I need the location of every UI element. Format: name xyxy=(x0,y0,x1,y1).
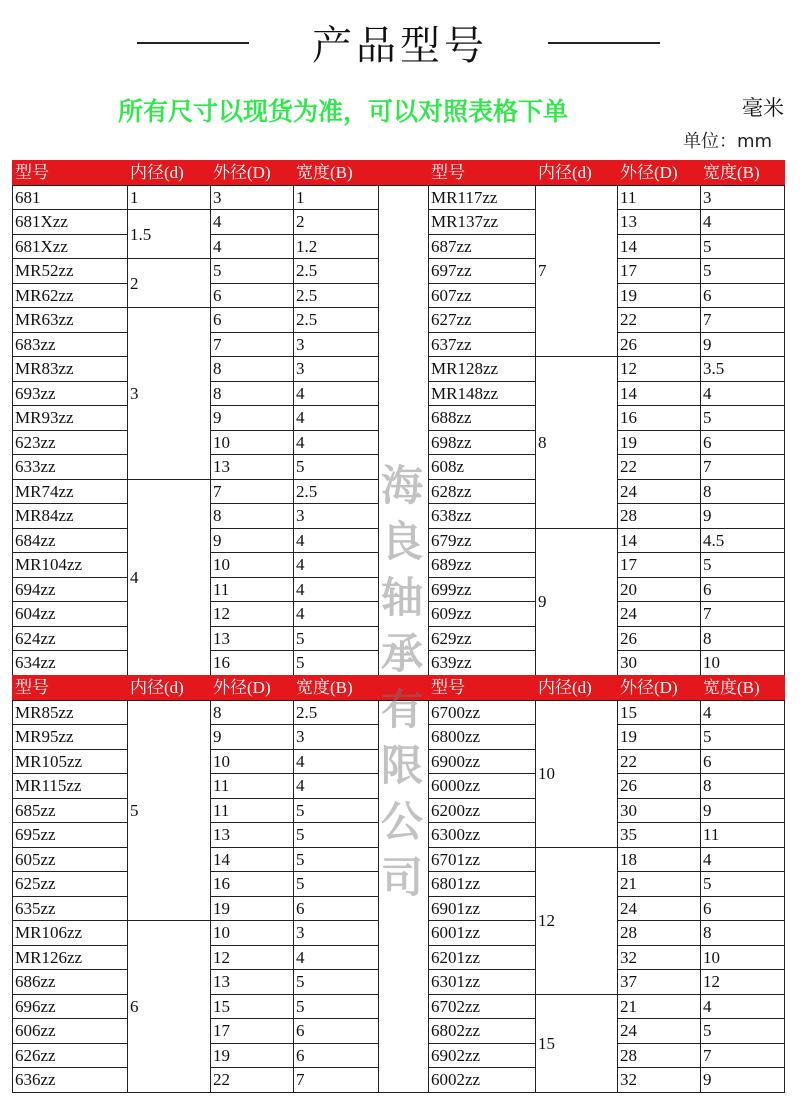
header-outer-diameter: 外径(D) xyxy=(618,676,701,701)
width-cell: 5 xyxy=(294,798,379,823)
width-cell: 4 xyxy=(701,847,785,872)
outer-diameter-cell: 30 xyxy=(618,798,701,823)
model-cell: 698zz xyxy=(429,430,536,455)
width-cell: 9 xyxy=(701,332,785,357)
width-cell: 7 xyxy=(294,1068,379,1093)
model-cell: MR83zz xyxy=(13,357,128,382)
width-cell: 4 xyxy=(701,381,785,406)
width-cell: 4 xyxy=(294,749,379,774)
model-cell: 681Xzz xyxy=(13,234,128,259)
header-outer-diameter: 外径(D) xyxy=(618,161,701,186)
header-outer-diameter: 外径(D) xyxy=(211,676,294,701)
outer-diameter-cell: 22 xyxy=(618,308,701,333)
width-cell: 2.5 xyxy=(294,283,379,308)
outer-diameter-cell: 18 xyxy=(618,847,701,872)
width-cell: 3 xyxy=(294,504,379,529)
header-row xyxy=(13,161,785,186)
model-cell: 697zz xyxy=(429,259,536,284)
model-cell: MR63zz xyxy=(13,308,128,333)
outer-diameter-cell: 14 xyxy=(618,381,701,406)
model-cell: 6001zz xyxy=(429,921,536,946)
model-cell: 686zz xyxy=(13,970,128,995)
width-cell: 6 xyxy=(294,1019,379,1044)
outer-diameter-cell: 10 xyxy=(211,553,294,578)
width-cell: 5 xyxy=(701,259,785,284)
outer-diameter-cell: 14 xyxy=(618,528,701,553)
width-cell: 5 xyxy=(701,234,785,259)
model-cell: 624zz xyxy=(13,626,128,651)
outer-diameter-cell: 37 xyxy=(618,970,701,995)
inner-diameter-cell: 9 xyxy=(536,528,618,675)
model-cell: MR126zz xyxy=(13,945,128,970)
outer-diameter-cell: 16 xyxy=(211,651,294,676)
inner-diameter-cell: 10 xyxy=(536,700,618,847)
width-cell: 4 xyxy=(701,994,785,1019)
width-cell: 5 xyxy=(294,651,379,676)
outer-diameter-cell: 19 xyxy=(618,430,701,455)
outer-diameter-cell: 7 xyxy=(211,332,294,357)
width-cell: 10 xyxy=(701,651,785,676)
width-cell: 8 xyxy=(701,774,785,799)
outer-diameter-cell: 26 xyxy=(618,774,701,799)
width-cell: 4 xyxy=(294,945,379,970)
model-cell: 679zz xyxy=(429,528,536,553)
width-cell: 5 xyxy=(294,847,379,872)
model-cell: MR128zz xyxy=(429,357,536,382)
model-cell: 628zz xyxy=(429,479,536,504)
width-cell: 1.2 xyxy=(294,234,379,259)
width-cell: 6 xyxy=(294,896,379,921)
model-cell: 608z xyxy=(429,455,536,480)
width-cell: 4 xyxy=(294,602,379,627)
outer-diameter-cell: 4 xyxy=(211,210,294,235)
width-cell: 6 xyxy=(701,749,785,774)
model-cell: 689zz xyxy=(429,553,536,578)
outer-diameter-cell: 21 xyxy=(618,994,701,1019)
outer-diameter-cell: 12 xyxy=(618,357,701,382)
model-cell: 627zz xyxy=(429,308,536,333)
outer-diameter-cell: 15 xyxy=(211,994,294,1019)
model-cell: 6702zz xyxy=(429,994,536,1019)
outer-diameter-cell: 14 xyxy=(211,847,294,872)
model-cell: 6900zz xyxy=(429,749,536,774)
model-cell: 6901zz xyxy=(429,896,536,921)
model-cell: 635zz xyxy=(13,896,128,921)
outer-diameter-cell: 6 xyxy=(211,308,294,333)
width-cell: 7 xyxy=(701,455,785,480)
outer-diameter-cell: 10 xyxy=(211,749,294,774)
width-cell: 8 xyxy=(701,921,785,946)
width-cell: 11 xyxy=(701,823,785,848)
width-cell: 5 xyxy=(701,725,785,750)
model-cell: MR137zz xyxy=(429,210,536,235)
outer-diameter-cell: 13 xyxy=(618,210,701,235)
width-cell: 5 xyxy=(294,823,379,848)
width-cell: 9 xyxy=(701,1068,785,1093)
model-cell: 6902zz xyxy=(429,1043,536,1068)
width-cell: 5 xyxy=(701,406,785,431)
model-cell: 6801zz xyxy=(429,872,536,897)
outer-diameter-cell: 17 xyxy=(618,259,701,284)
outer-diameter-cell: 8 xyxy=(211,504,294,529)
model-cell: 696zz xyxy=(13,994,128,1019)
outer-diameter-cell: 15 xyxy=(618,700,701,725)
model-cell: 6300zz xyxy=(429,823,536,848)
width-cell: 3.5 xyxy=(701,357,785,382)
model-cell: 638zz xyxy=(429,504,536,529)
model-cell: 683zz xyxy=(13,332,128,357)
model-cell: 623zz xyxy=(13,430,128,455)
width-cell: 5 xyxy=(701,1019,785,1044)
outer-diameter-cell: 24 xyxy=(618,1019,701,1044)
header-model: 型号 xyxy=(429,161,536,186)
outer-diameter-cell: 9 xyxy=(211,406,294,431)
outer-diameter-cell: 6 xyxy=(211,283,294,308)
outer-diameter-cell: 13 xyxy=(211,823,294,848)
width-cell: 8 xyxy=(701,626,785,651)
outer-diameter-cell: 20 xyxy=(618,577,701,602)
outer-diameter-cell: 26 xyxy=(618,332,701,357)
model-cell: 605zz xyxy=(13,847,128,872)
width-cell: 4 xyxy=(294,774,379,799)
outer-diameter-cell: 24 xyxy=(618,896,701,921)
header-inner-diameter: 内径(d) xyxy=(536,161,618,186)
model-cell: MR85zz xyxy=(13,700,128,725)
model-cell: MR148zz xyxy=(429,381,536,406)
inner-diameter-cell: 6 xyxy=(128,921,211,1093)
outer-diameter-cell: 8 xyxy=(211,357,294,382)
inner-diameter-cell: 1 xyxy=(128,185,211,210)
model-cell: 6000zz xyxy=(429,774,536,799)
width-cell: 12 xyxy=(701,970,785,995)
inner-diameter-cell: 15 xyxy=(536,994,618,1092)
outer-diameter-cell: 22 xyxy=(618,749,701,774)
outer-diameter-cell: 16 xyxy=(211,872,294,897)
width-cell: 7 xyxy=(701,602,785,627)
header-width: 宽度(B) xyxy=(701,676,785,701)
outer-diameter-cell: 28 xyxy=(618,921,701,946)
width-cell: 8 xyxy=(701,479,785,504)
width-cell: 4 xyxy=(294,430,379,455)
outer-diameter-cell: 19 xyxy=(618,725,701,750)
width-cell: 6 xyxy=(701,896,785,921)
watermark: 海良轴承有限公司 xyxy=(380,461,423,902)
outer-diameter-cell: 13 xyxy=(211,455,294,480)
outer-diameter-cell: 10 xyxy=(211,430,294,455)
header-width: 宽度(B) xyxy=(701,161,785,186)
width-cell: 4.5 xyxy=(701,528,785,553)
model-cell: MR84zz xyxy=(13,504,128,529)
inner-diameter-cell: 8 xyxy=(536,357,618,529)
page-title: 产品型号 xyxy=(312,23,488,69)
outer-diameter-cell: 10 xyxy=(211,921,294,946)
model-cell: 6002zz xyxy=(429,1068,536,1093)
width-cell: 4 xyxy=(701,210,785,235)
model-cell: 639zz xyxy=(429,651,536,676)
outer-diameter-cell: 11 xyxy=(211,577,294,602)
outer-diameter-cell: 24 xyxy=(618,602,701,627)
model-cell: 681 xyxy=(13,185,128,210)
model-cell: 633zz xyxy=(13,455,128,480)
width-cell: 3 xyxy=(701,185,785,210)
outer-diameter-cell: 12 xyxy=(211,945,294,970)
model-cell: 606zz xyxy=(13,1019,128,1044)
header-inner-diameter: 内径(d) xyxy=(128,161,211,186)
outer-diameter-cell: 26 xyxy=(618,626,701,651)
outer-diameter-cell: 11 xyxy=(211,774,294,799)
outer-diameter-cell: 21 xyxy=(618,872,701,897)
model-cell: MR62zz xyxy=(13,283,128,308)
model-cell: MR95zz xyxy=(13,725,128,750)
model-cell: 6701zz xyxy=(429,847,536,872)
outer-diameter-cell: 32 xyxy=(618,1068,701,1093)
model-cell: 6301zz xyxy=(429,970,536,995)
inner-diameter-cell: 1.5 xyxy=(128,210,211,259)
header-model: 型号 xyxy=(429,676,536,701)
outer-diameter-cell: 16 xyxy=(618,406,701,431)
table-row xyxy=(13,185,785,210)
inner-diameter-cell: 2 xyxy=(128,259,211,308)
model-cell: 681Xzz xyxy=(13,210,128,235)
width-cell: 2.5 xyxy=(294,259,379,284)
outer-diameter-cell: 17 xyxy=(211,1019,294,1044)
model-cell: 636zz xyxy=(13,1068,128,1093)
outer-diameter-cell: 28 xyxy=(618,504,701,529)
width-cell: 7 xyxy=(701,1043,785,1068)
model-cell: 629zz xyxy=(429,626,536,651)
outer-diameter-cell: 14 xyxy=(618,234,701,259)
width-cell: 3 xyxy=(294,921,379,946)
model-cell: 684zz xyxy=(13,528,128,553)
outer-diameter-cell: 22 xyxy=(618,455,701,480)
model-cell: 6802zz xyxy=(429,1019,536,1044)
width-cell: 5 xyxy=(294,970,379,995)
model-cell: 634zz xyxy=(13,651,128,676)
outer-diameter-cell: 32 xyxy=(618,945,701,970)
width-cell: 3 xyxy=(294,725,379,750)
header-inner-diameter: 内径(d) xyxy=(536,676,618,701)
model-cell: 6700zz xyxy=(429,700,536,725)
outer-diameter-cell: 11 xyxy=(618,185,701,210)
model-cell: 694zz xyxy=(13,577,128,602)
outer-diameter-cell: 24 xyxy=(618,479,701,504)
outer-diameter-cell: 13 xyxy=(211,626,294,651)
outer-diameter-cell: 12 xyxy=(211,602,294,627)
outer-diameter-cell: 30 xyxy=(618,651,701,676)
outer-diameter-cell: 8 xyxy=(211,381,294,406)
model-cell: 693zz xyxy=(13,381,128,406)
width-cell: 6 xyxy=(701,283,785,308)
width-cell: 5 xyxy=(294,626,379,651)
outer-diameter-cell: 3 xyxy=(211,185,294,210)
width-cell: 9 xyxy=(701,798,785,823)
width-cell: 10 xyxy=(701,945,785,970)
model-cell: 687zz xyxy=(429,234,536,259)
width-cell: 5 xyxy=(294,455,379,480)
outer-diameter-cell: 22 xyxy=(211,1068,294,1093)
model-cell: 637zz xyxy=(429,332,536,357)
model-cell: MR52zz xyxy=(13,259,128,284)
width-cell: 5 xyxy=(701,553,785,578)
header-outer-diameter: 外径(D) xyxy=(211,161,294,186)
unit-label: 单位：mm xyxy=(683,131,773,152)
width-cell: 2.5 xyxy=(294,479,379,504)
inner-diameter-cell: 5 xyxy=(128,700,211,921)
model-cell: 609zz xyxy=(429,602,536,627)
width-cell: 3 xyxy=(294,357,379,382)
width-cell: 2.5 xyxy=(294,308,379,333)
width-cell: 5 xyxy=(701,872,785,897)
width-cell: 4 xyxy=(701,700,785,725)
width-cell: 4 xyxy=(294,577,379,602)
width-cell: 5 xyxy=(294,872,379,897)
width-cell: 6 xyxy=(701,577,785,602)
width-cell: 3 xyxy=(294,332,379,357)
outer-diameter-cell: 19 xyxy=(211,896,294,921)
model-cell: 695zz xyxy=(13,823,128,848)
width-cell: 6 xyxy=(294,1043,379,1068)
width-cell: 6 xyxy=(701,430,785,455)
inner-diameter-cell: 4 xyxy=(128,479,211,675)
outer-diameter-cell: 5 xyxy=(211,259,294,284)
model-cell: 604zz xyxy=(13,602,128,627)
header-inner-diameter: 内径(d) xyxy=(128,676,211,701)
model-cell: MR115zz xyxy=(13,774,128,799)
unit-label-cn: 毫米 xyxy=(742,96,784,120)
header-model: 型号 xyxy=(13,161,128,186)
model-cell: MR105zz xyxy=(13,749,128,774)
notice-text: 所有尺寸以现货为准，可以对照表格下单 xyxy=(118,97,569,126)
outer-diameter-cell: 19 xyxy=(211,1043,294,1068)
width-cell: 4 xyxy=(294,381,379,406)
outer-diameter-cell: 13 xyxy=(211,970,294,995)
model-cell: MR74zz xyxy=(13,479,128,504)
model-cell: 6800zz xyxy=(429,725,536,750)
width-cell: 2 xyxy=(294,210,379,235)
header-model: 型号 xyxy=(13,676,128,701)
model-cell: 688zz xyxy=(429,406,536,431)
model-cell: MR104zz xyxy=(13,553,128,578)
outer-diameter-cell: 28 xyxy=(618,1043,701,1068)
model-cell: MR106zz xyxy=(13,921,128,946)
width-cell: 7 xyxy=(701,308,785,333)
model-cell: 6201zz xyxy=(429,945,536,970)
model-cell: 6200zz xyxy=(429,798,536,823)
outer-diameter-cell: 4 xyxy=(211,234,294,259)
width-cell: 5 xyxy=(294,994,379,1019)
outer-diameter-cell: 9 xyxy=(211,725,294,750)
width-cell: 9 xyxy=(701,504,785,529)
width-cell: 1 xyxy=(294,185,379,210)
title-rule-right xyxy=(548,42,660,44)
inner-diameter-cell: 7 xyxy=(536,185,618,357)
width-cell: 4 xyxy=(294,406,379,431)
model-cell: 626zz xyxy=(13,1043,128,1068)
outer-diameter-cell: 7 xyxy=(211,479,294,504)
header-width: 宽度(B) xyxy=(294,161,379,186)
inner-diameter-cell: 3 xyxy=(128,308,211,480)
width-cell: 2.5 xyxy=(294,700,379,725)
outer-diameter-cell: 17 xyxy=(618,553,701,578)
header-width: 宽度(B) xyxy=(294,676,379,701)
outer-diameter-cell: 8 xyxy=(211,700,294,725)
outer-diameter-cell: 35 xyxy=(618,823,701,848)
model-cell: 685zz xyxy=(13,798,128,823)
outer-diameter-cell: 11 xyxy=(211,798,294,823)
outer-diameter-cell: 19 xyxy=(618,283,701,308)
model-cell: MR117zz xyxy=(429,185,536,210)
header-spacer xyxy=(379,161,429,186)
inner-diameter-cell: 12 xyxy=(536,847,618,994)
model-cell: 607zz xyxy=(429,283,536,308)
width-cell: 4 xyxy=(294,528,379,553)
width-cell: 4 xyxy=(294,553,379,578)
model-cell: MR93zz xyxy=(13,406,128,431)
model-cell: 625zz xyxy=(13,872,128,897)
model-cell: 699zz xyxy=(429,577,536,602)
outer-diameter-cell: 9 xyxy=(211,528,294,553)
